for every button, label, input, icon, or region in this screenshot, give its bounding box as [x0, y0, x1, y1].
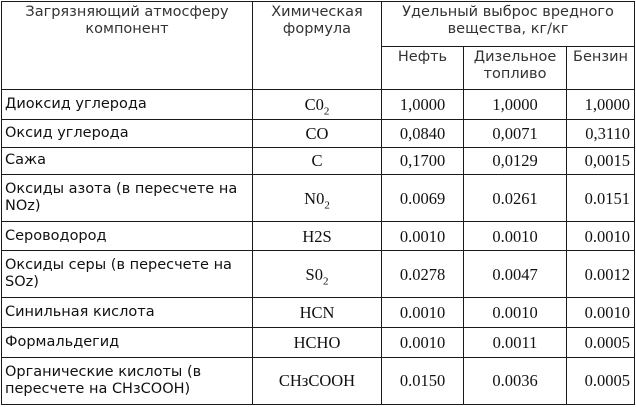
chemical-formula [253, 175, 382, 222]
value-petrol: 0,3110 [567, 119, 635, 147]
value-oil: 0.0069 [382, 175, 464, 222]
value-diesel: 0.0261 [464, 175, 567, 222]
header-component: Загрязняющий атмосферу компонент [2, 2, 253, 90]
value-oil: 0.0010 [382, 328, 464, 358]
value-oil: 0.0010 [382, 298, 464, 328]
formula-subscript: 2 [324, 199, 330, 212]
chemical-formula [253, 251, 382, 298]
value-diesel: 0.0036 [464, 357, 567, 404]
value-petrol: 0.0010 [567, 222, 635, 251]
value-petrol: 0.0012 [567, 251, 635, 298]
value-petrol: 0,0015 [567, 147, 635, 175]
chemical-formula [253, 147, 382, 175]
header-emission: Удельный выброс вредного вещества, кг/кг [382, 2, 635, 47]
header-fuel-oil: Нефть [382, 47, 464, 90]
component-name: Оксиды азота (в пересчете на NOz) [2, 175, 253, 222]
header-fuel-petrol: Бензин [567, 47, 635, 90]
value-petrol: 0.0005 [567, 328, 635, 358]
value-diesel: 0.0010 [464, 222, 567, 251]
value-petrol: 0.0005 [567, 357, 635, 404]
component-name: Оксиды серы (в пересчете на SOz) [2, 251, 253, 298]
formula-main: C [311, 151, 323, 171]
formula-main: H2S [302, 226, 332, 246]
value-oil: 0,1700 [382, 147, 464, 175]
table-row [2, 251, 635, 298]
chemical-formula [253, 328, 382, 358]
header-row [2, 2, 635, 47]
table-row [2, 90, 635, 120]
value-oil: 0.0010 [382, 222, 464, 251]
table-row [2, 119, 635, 147]
table-row [2, 328, 635, 358]
emissions-table [1, 1, 635, 405]
value-oil: 1,0000 [382, 90, 464, 120]
component-name: Диоксид углерода [2, 90, 253, 120]
chemical-formula [253, 90, 382, 120]
value-oil: 0.0150 [382, 357, 464, 404]
component-name: Органические кислоты (в пересчете на CHзCOOH) [2, 357, 253, 404]
formula-main: S0 [305, 264, 323, 284]
formula-main: CO [305, 123, 329, 143]
component-name: Формальдегид [2, 328, 253, 358]
value-diesel: 0,0129 [464, 147, 567, 175]
table-row [2, 147, 635, 175]
table-row [2, 357, 635, 404]
value-diesel: 0.0011 [464, 328, 567, 358]
component-name: Сероводород [2, 222, 253, 251]
formula-main: N0 [304, 188, 325, 208]
component-name: Синильная кислота [2, 298, 253, 328]
formula-subscript: 2 [322, 275, 329, 287]
chemical-formula [253, 222, 382, 251]
formula-main: HCHO [293, 332, 341, 352]
component-name: Сажа [2, 147, 253, 175]
value-diesel: 1,0000 [464, 90, 567, 120]
value-petrol: 0.0010 [567, 298, 635, 328]
chemical-formula [253, 298, 382, 328]
header-formula: Химическая формула [253, 2, 382, 90]
header-fuel-diesel: Дизельное топливо [464, 47, 567, 90]
table-row [2, 222, 635, 251]
component-name: Оксид углерода [2, 119, 253, 147]
table-row [2, 175, 635, 222]
value-diesel: 0,0071 [464, 119, 567, 147]
formula-main: HCN [299, 303, 335, 323]
table-row [2, 298, 635, 328]
chemical-formula [253, 119, 382, 147]
formula-main: C0 [304, 95, 324, 115]
value-petrol: 0.0151 [567, 175, 635, 222]
value-diesel: 0.0010 [464, 298, 567, 328]
value-diesel: 0.0047 [464, 251, 567, 298]
value-petrol: 1,0000 [567, 90, 635, 120]
value-oil: 0.0278 [382, 251, 464, 298]
formula-main: CHзCOOH [278, 371, 356, 391]
chemical-formula [253, 357, 382, 404]
formula-subscript: 2 [323, 105, 330, 118]
value-oil: 0,0840 [382, 119, 464, 147]
